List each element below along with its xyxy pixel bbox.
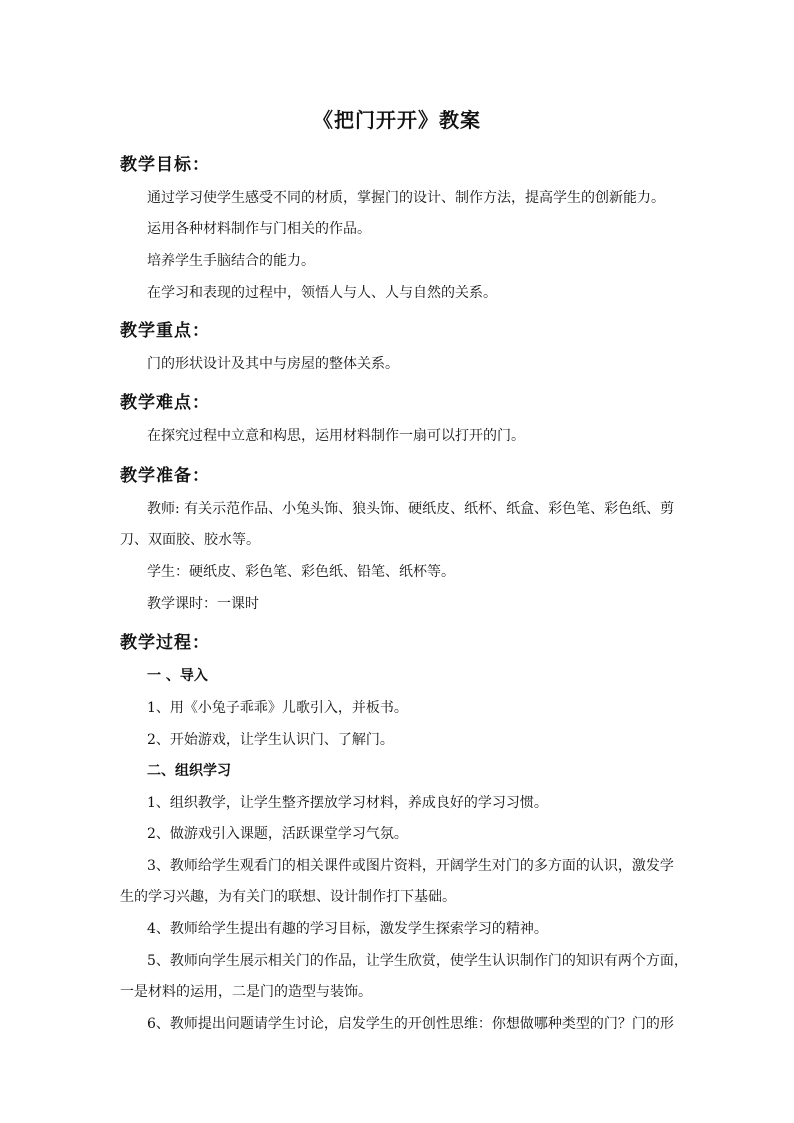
goal-item: 在学习和表现的过程中，领悟人与人、人与自然的关系。 (147, 285, 497, 301)
process-part2-item: 6、教师提出问题请学生讨论，启发学生的开创性思维：你想做哪种类型的门？门的形 (147, 1016, 674, 1032)
goal-item: 通过学习使学生感受不同的材质，掌握门的设计、制作方法，提高学生的创新能力。 (147, 190, 665, 206)
document-title: 《把门开开》教案 (313, 108, 481, 132)
goal-item: 运用各种材料制作与门相关的作品。 (147, 221, 371, 237)
process-part1-item: 1、用《小兔子乖乖》儿歌引入，并板书。 (147, 700, 408, 716)
heading-teaching-goals: 教学目标： (120, 155, 210, 175)
heading-key-points: 教学重点： (120, 321, 210, 341)
process-part2-item: 5、教师向学生展示相关门的作品，让学生欣赏，使学生认识制作门的知识有两个方面， (147, 953, 688, 969)
preparation-teacher: 教师: 有关示范作品、小兔头饰、狼头饰、硬纸皮、纸杯、纸盒、彩色笔、彩色纸、剪 (147, 501, 675, 517)
process-part1-title: 一 、导入 (147, 668, 208, 684)
process-part2-title: 二、组织学习 (147, 763, 231, 779)
process-part2-item: 4、教师给学生提出有趣的学习目标，激发学生探索学习的精神。 (147, 921, 548, 937)
process-part2-item-continued: 一是材料的运用，二是门的造型与装饰。 (120, 984, 372, 1000)
process-part1-item: 2、开始游戏，让学生认识门、了解门。 (147, 732, 394, 748)
goal-item: 培养学生手脑结合的能力。 (147, 253, 315, 269)
preparation-hours: 教学课时：一课时 (147, 596, 259, 612)
process-part2-item: 1、组织教学，让学生整齐摆放学习材料，养成良好的学习习惯。 (147, 795, 548, 811)
preparation-student: 学生：硬纸皮、彩色笔、彩色纸、铅笔、纸杯等。 (147, 564, 455, 580)
process-part2-item: 2、做游戏引入课题，活跃课堂学习气氛。 (147, 826, 408, 842)
process-part2-item: 3、教师给学生观看门的相关课件或图片资料，开阔学生对门的多方面的认识，激发学 (147, 858, 674, 874)
heading-process: 教学过程： (120, 633, 210, 653)
key-points-text: 门的形状设计及其中与房屋的整体关系。 (147, 356, 399, 372)
heading-difficulties: 教学难点： (120, 393, 210, 413)
heading-preparation: 教学准备： (120, 466, 210, 486)
preparation-teacher-continued: 刀、双面胶、胶水等。 (120, 532, 260, 548)
difficulties-text: 在探究过程中立意和构思，运用材料制作一扇可以打开的门。 (147, 428, 525, 444)
process-part2-item-continued: 生的学习兴趣，为有关门的联想、设计制作打下基础。 (120, 889, 456, 905)
